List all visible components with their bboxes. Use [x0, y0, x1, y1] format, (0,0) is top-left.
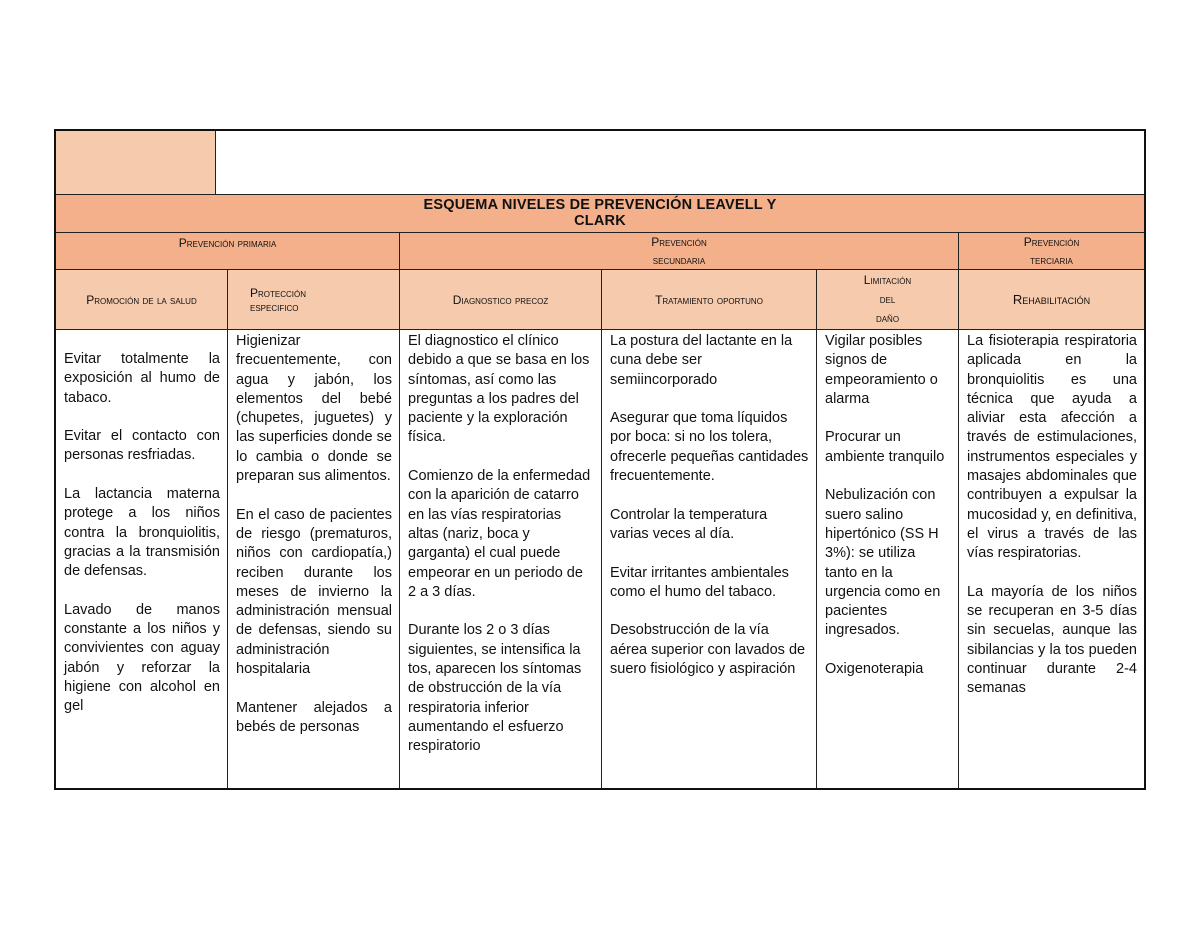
diagnostico-item: El diagnostico el clínico debido a que se basa en los síntomas, así como las preguntas a los padres del paciente y la exploración física. — [408, 333, 590, 446]
promocion-item: Evitar totalmente la exposición al humo de tabaco. — [64, 351, 220, 406]
tratamiento-item: Evitar irritantes ambientales como el humo del tabaco. — [610, 564, 789, 600]
promocion-item: Lavado de manos constante a los niños y convivientes con aguay jabón y reforzar la higiene con alcohol en gel — [64, 601, 220, 715]
column-tratamiento — [602, 330, 817, 788]
level-terciaria-label-2: terciaria — [1030, 253, 1073, 267]
prevention-table — [54, 129, 1146, 790]
diagnostico-item: Comienzo de la enfermedad con la aparición de catarro en las vías respiratorias altas (nariz, boca y garganta) el cual puede empeorar en un periodo de 2 a 3 días. — [408, 468, 591, 600]
proteccion-item: Higienizar frecuentemente, con agua y jabón, los elementos del bebé (chupetes, juguetes) y las superficies donde se lo cambia o donde se preparan sus alimentos. — [236, 333, 392, 485]
tratamiento-item: Controlar la temperatura varias veces al día. — [610, 506, 768, 542]
tratamiento-item: Asegurar que toma líquidos por boca: si no los tolera, ofrecerle pequeñas cantidades frecuentemente. — [610, 410, 809, 485]
header-blank-box — [216, 131, 1144, 195]
column-rehabilitacion — [959, 330, 1144, 788]
subheader-proteccion-label-2: especifico — [250, 299, 299, 314]
tratamiento-item: Desobstrucción de la vía aérea superior con lavados de suero fisiológico y aspiración — [610, 622, 806, 678]
subheader-tratamiento — [602, 270, 817, 330]
level-secundaria-label-1: Prevención — [651, 235, 707, 249]
subheader-proteccion — [228, 270, 400, 330]
rehabilitacion-item: La mayoría de los niños se recuperan en 3-5 días sin secuelas, aunque las sibilancias y la tos pueden continuar durante 2-4 semanas — [967, 583, 1137, 697]
limitacion-item: Oxigenoterapia — [825, 661, 924, 678]
subheader-limitacion — [817, 270, 959, 330]
subheader-diagnostico — [400, 270, 602, 330]
tratamiento-item: La postura del lactante en la cuna debe ser semiincorporado — [610, 333, 793, 388]
promocion-item: Evitar el contacto con personas resfriadas. — [64, 428, 220, 464]
subheader-limitacion-label-3: daño — [875, 311, 900, 325]
column-proteccion — [228, 330, 400, 788]
level-terciaria-label-1: Prevención — [1023, 235, 1080, 249]
table-title-line1: ESQUEMA NIVELES DE PREVENCIÓN LEAVELL Y — [423, 197, 777, 213]
column-diagnostico — [400, 330, 602, 788]
subheader-rehabilitacion — [959, 270, 1144, 330]
subheader-proteccion-label-1: Protección — [250, 285, 307, 300]
diagnostico-item: Durante los 2 o 3 días siguientes, se intensifica la tos, aparecen los síntomas de obstrucción de la vía respiratoria inferior aumentando el esfuerzo respiratorio — [408, 622, 582, 755]
limitacion-item: Procurar un ambiente tranquilo — [825, 429, 945, 465]
table-title — [56, 195, 1144, 233]
subheader-rehabilitacion-label: Rehabilitación — [1012, 292, 1091, 307]
subheader-tratamiento-label: Tratamiento oportuno — [655, 292, 763, 307]
subheader-promocion-label: Promoción de la salud — [86, 292, 197, 307]
level-secundaria-label-2: secundaria — [652, 253, 706, 267]
limitacion-item: Vigilar posibles signos de empeoramiento o alarma — [825, 333, 938, 407]
level-secundaria — [400, 233, 959, 270]
proteccion-item: En el caso de pacientes de riesgo (prematuros, niños con cardiopatía,) reciben durante los meses de invierno la administración mensual de defensas, siendo su administración hospitalaria — [236, 506, 392, 678]
promocion-item: La lactancia materna protege a los niños contra la bronquiolitis, gracias a la transmisión de defensas. — [64, 486, 220, 580]
level-terciaria — [959, 233, 1144, 270]
rehabilitacion-item: La fisioterapia respiratoria aplicada en la bronquiolitis es una técnica que ayuda a aliviar esta afección a través de estimulaciones, instrumentos especiales y masajes abdominales que contribuyen a expulsar la mucosidad y, en definitiva, el virus a través de las vías respiratorias. — [967, 333, 1137, 562]
column-limitacion — [817, 330, 959, 788]
subheader-diagnostico-label: Diagnostico precoz — [452, 292, 549, 307]
header-logo-box — [56, 131, 216, 195]
level-primaria — [56, 233, 400, 270]
limitacion-item: Nebulización con suero salino hipertónico (SS H 3%): se utiliza tanto en la urgencia como en pacientes ingresados. — [825, 487, 941, 639]
level-primaria-label: Prevención primaria — [178, 236, 277, 250]
column-promocion — [56, 330, 228, 788]
table-title-line2: CLARK — [574, 213, 626, 229]
proteccion-item: Mantener alejados a bebés de personas — [236, 699, 392, 735]
subheader-limitacion-label-2: del — [879, 292, 896, 306]
subheader-limitacion-label-1: Limitación — [863, 273, 912, 287]
subheader-promocion — [56, 270, 228, 330]
